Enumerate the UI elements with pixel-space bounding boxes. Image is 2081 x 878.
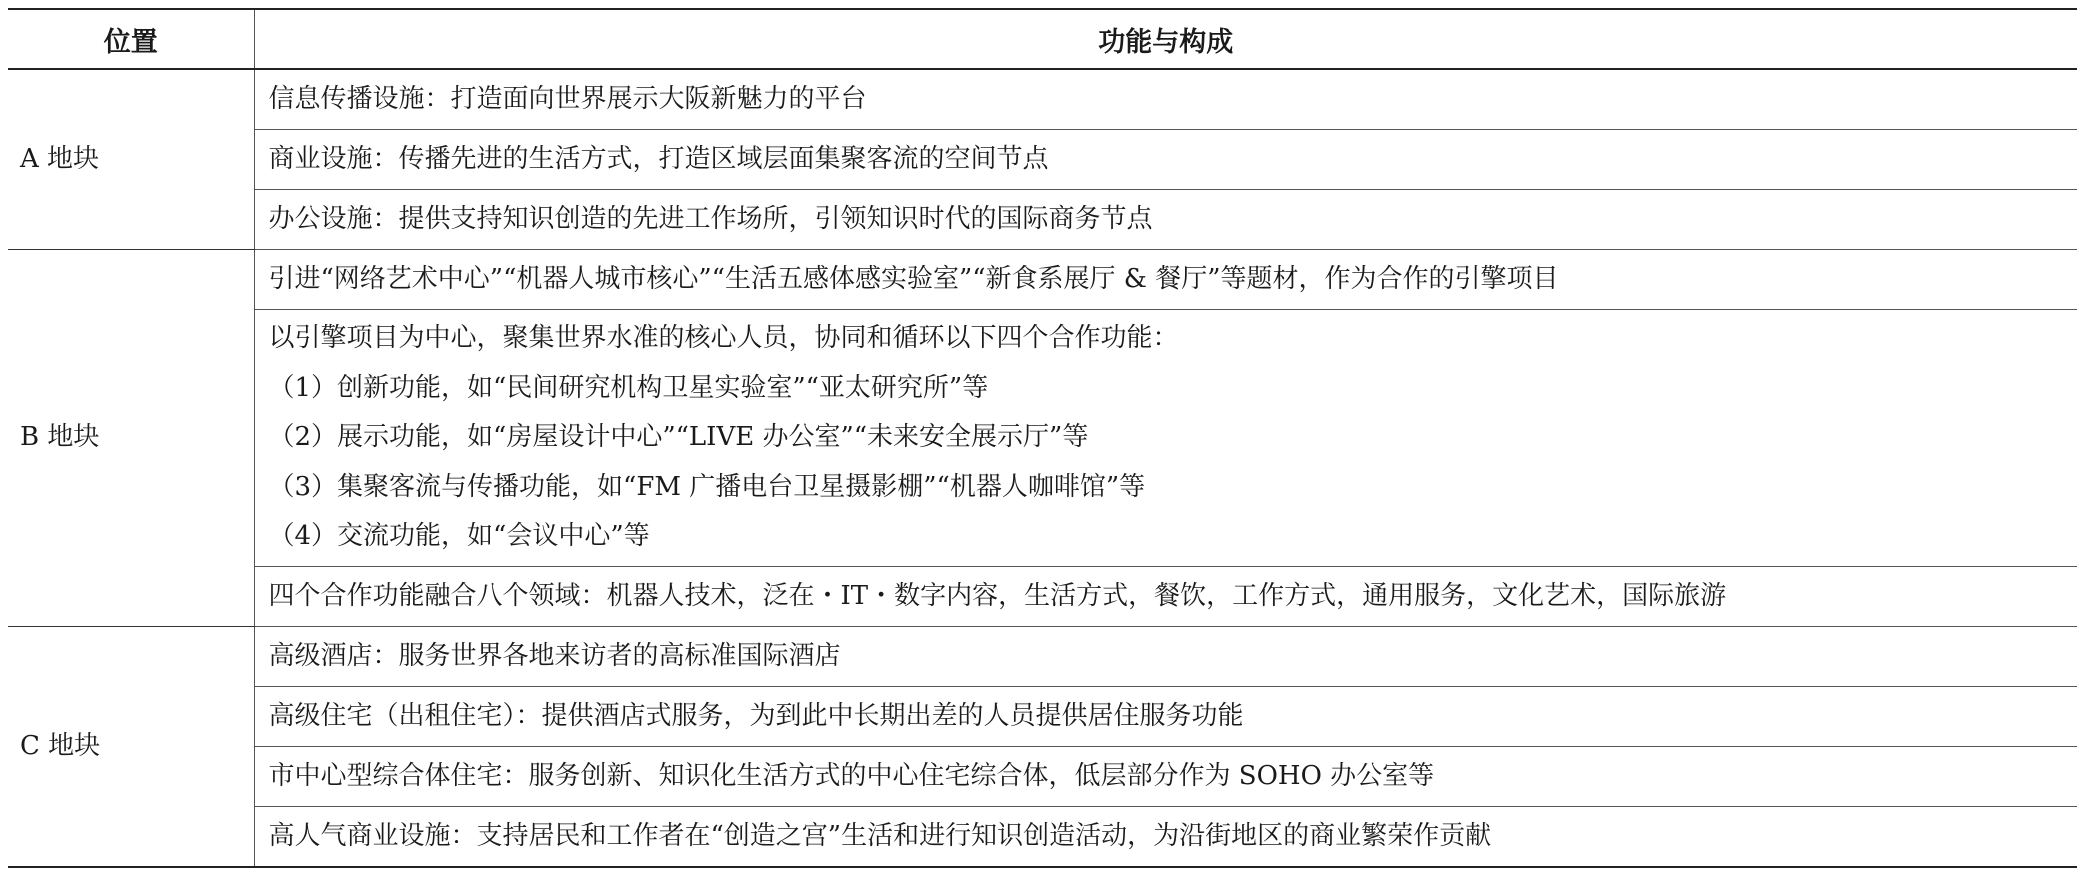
- function-cell: 高人气商业设施：支持居民和工作者在“创造之宫”生活和进行知识创造活动，为沿街地区的商业繁荣作贡献: [254, 807, 2077, 868]
- function-cell: 信息传播设施：打造面向世界展示大阪新魅力的平台: [254, 69, 2077, 130]
- table-row: [8, 567, 2077, 627]
- table-row: [8, 69, 2077, 130]
- function-line: （4）交流功能，如“会议中心”等: [268, 521, 650, 552]
- function-table: [8, 8, 2077, 868]
- table-row: [8, 310, 2077, 567]
- function-line: 以引擎项目为中心，聚集世界水准的核心人员，协同和循环以下四个合作功能：: [268, 323, 1179, 354]
- function-line: （3）集聚客流与传播功能，如“FM 广播电台卫星摄影棚”“机器人咖啡馆”等: [268, 471, 1146, 502]
- function-cell: 商业设施：传播先进的生活方式，打造区域层面集聚客流的空间节点: [254, 130, 2077, 190]
- table-row: [8, 250, 2077, 310]
- function-line: （1）创新功能，如“民间研究机构卫星实验室”“亚太研究所”等: [268, 372, 989, 403]
- function-cell: 办公设施：提供支持知识创造的先进工作场所，引领知识时代的国际商务节点: [254, 190, 2077, 250]
- table-row: [8, 627, 2077, 687]
- function-cell: 四个合作功能融合八个领域：机器人技术，泛在・IT・数字内容，生活方式，餐饮，工作方式，通用服务，文化艺术，国际旅游: [254, 567, 2077, 627]
- table-row: [8, 687, 2077, 747]
- function-table-container: [8, 8, 2077, 868]
- header-position: 位置: [8, 9, 254, 69]
- function-cell: 引进“网络艺术中心”“机器人城市核心”“生活五感体感实验室”“新食系展厅 & 餐厅”等题材，作为合作的引擎项目: [254, 250, 2077, 310]
- location-cell-b: B 地块: [8, 250, 254, 627]
- function-cell: 高级住宅（出租住宅）：提供酒店式服务，为到此中长期出差的人员提供居住服务功能: [254, 687, 2077, 747]
- header-function: 功能与构成: [254, 9, 2077, 69]
- header-row: [8, 9, 2077, 69]
- table-row: [8, 807, 2077, 868]
- location-cell-a: A 地块: [8, 69, 254, 250]
- function-line: （2）展示功能，如“房屋设计中心”“LIVE 办公室”“未来安全展示厅”等: [268, 422, 1089, 453]
- function-cell: 高级酒店：服务世界各地来访者的高标准国际酒店: [254, 627, 2077, 687]
- location-cell-c: C 地块: [8, 627, 254, 868]
- table-row: [8, 190, 2077, 250]
- function-cell: 市中心型综合体住宅：服务创新、知识化生活方式的中心住宅综合体，低层部分作为 SOHO 办公室等: [254, 747, 2077, 807]
- table-row: [8, 747, 2077, 807]
- table-row: [8, 130, 2077, 190]
- function-cell-multiline: [254, 310, 2077, 567]
